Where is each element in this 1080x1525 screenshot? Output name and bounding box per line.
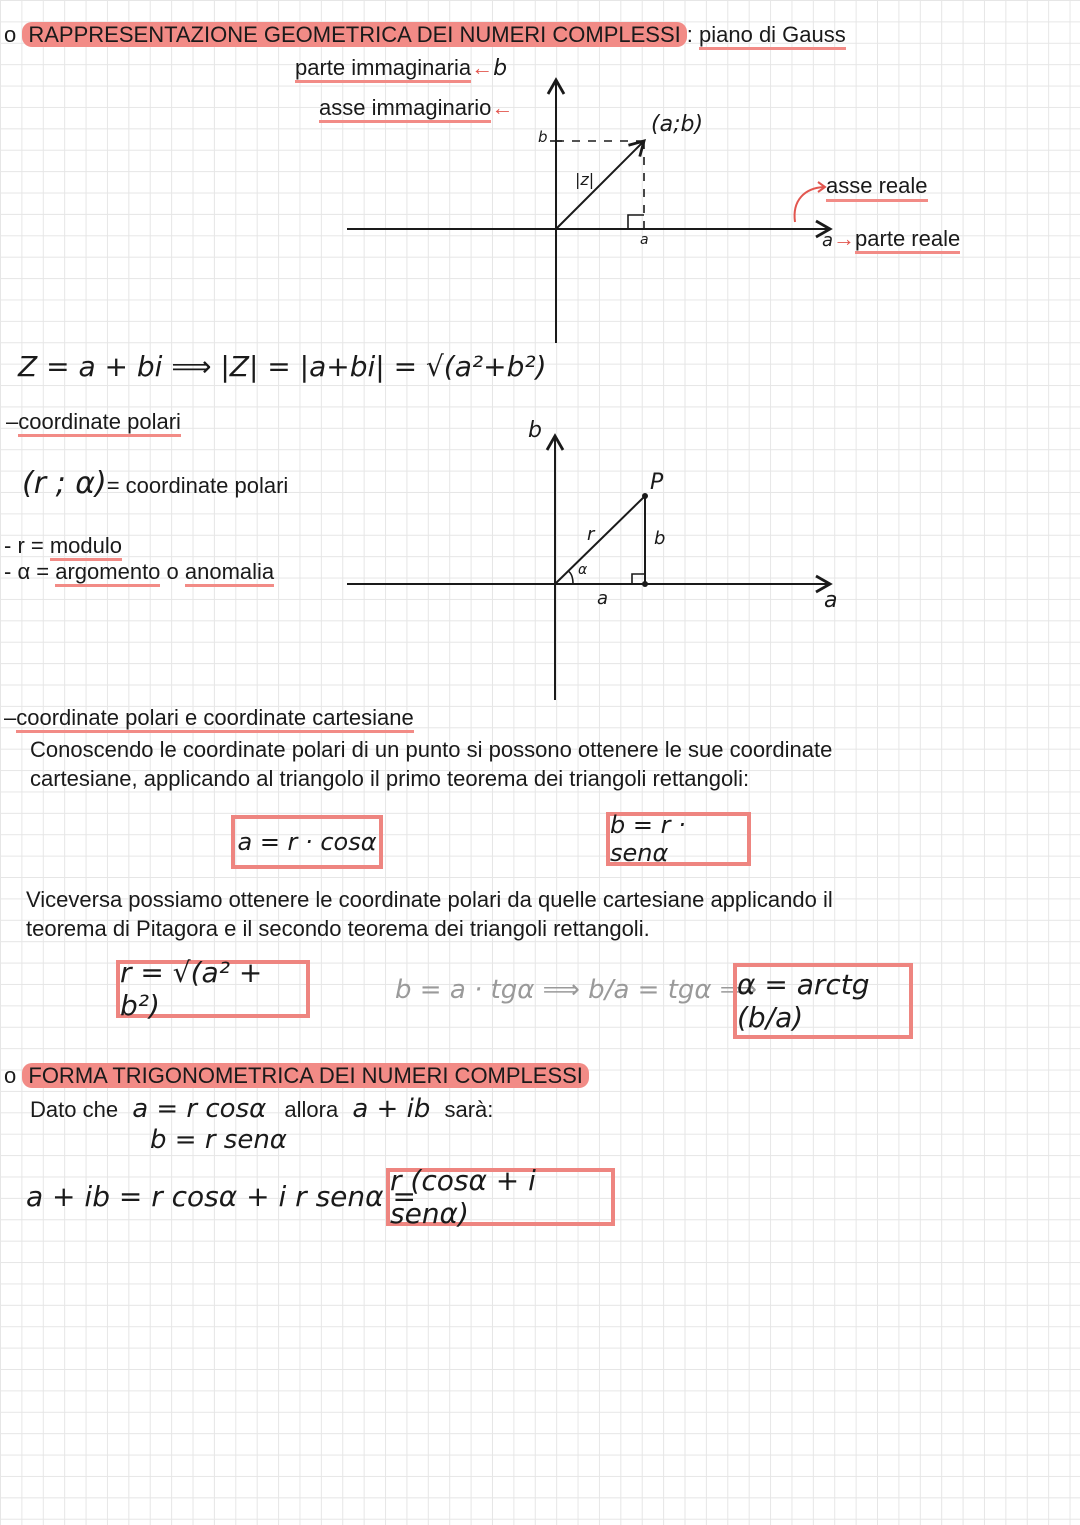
gauss-modulus-label: |z|	[575, 170, 595, 189]
section1-title: RAPPRESENTAZIONE GEOMETRICA DEI NUMERI COMPLESSI	[22, 22, 686, 47]
section1-subtitle: piano di Gauss	[699, 22, 846, 50]
eq2: b = r senα	[150, 1125, 287, 1155]
pc-para2-line1: Viceversa possiamo ottenere le coordinate polari da quelle cartesiane applicando il	[26, 887, 833, 912]
arrow-left-icon: ←	[471, 55, 494, 80]
polar-a-axis: a	[824, 588, 838, 613]
pc-heading: coordinate polari e coordinate cartesiane	[16, 705, 413, 733]
alpha-term1: argomento	[55, 559, 160, 587]
dato-che: Dato che	[30, 1097, 119, 1122]
polar-heading-row: –coordinate polari	[6, 409, 181, 435]
formula-r: r = √(a² + b²)	[120, 956, 263, 1022]
polar-a-label: a	[597, 588, 609, 609]
gauss-right-angle	[628, 215, 644, 229]
alpha-line-prefix: - α =	[4, 559, 56, 584]
bullet: o	[4, 22, 17, 47]
r-line-term: modulo	[50, 533, 122, 561]
real-part-label: parte reale	[855, 226, 960, 254]
formula-alpha: α = arctg (b/a)	[737, 968, 870, 1034]
allora: allora	[284, 1097, 339, 1122]
alpha-term2: anomalia	[185, 559, 274, 587]
real-part-var: a	[822, 230, 834, 251]
polar-heading: coordinate polari	[18, 409, 181, 437]
real-axis-label: asse reale	[826, 173, 928, 202]
polar-b-axis: b	[528, 418, 542, 443]
eq1: a = r cosα	[132, 1094, 267, 1124]
pc-heading-row: –coordinate polari e coordinate cartesiane	[4, 705, 414, 731]
r-line-prefix: - r =	[4, 533, 50, 558]
gauss-b-tick: b	[538, 128, 548, 146]
polar-angle-arc	[568, 571, 573, 584]
polar-pair-formula: (r ; α)	[22, 466, 107, 501]
imag-part-var: b	[493, 56, 508, 81]
polar-b-label: b	[654, 528, 666, 549]
arrow-left-icon: ←	[491, 95, 514, 120]
formula-a: a = r · cosα	[237, 828, 377, 856]
derivation: b = a · tgα ⟹ b/a = tgα ⟹	[395, 975, 758, 1005]
sara: sarà:	[444, 1097, 494, 1122]
final-box-text: r (cosα + i senα)	[390, 1164, 536, 1230]
pc-para1-line1: Conoscendo le coordinate polari di un punto si possono ottenere le sue coordinate	[30, 737, 833, 762]
polar-alpha-label: α	[578, 562, 588, 578]
final-lhs: a + ib = r cosα + i r senα =	[26, 1180, 416, 1213]
arrow-right-icon: →	[833, 226, 856, 251]
bullet: o	[4, 1063, 17, 1088]
alpha-mid: o	[160, 559, 185, 584]
imag-part-label: parte immaginaria	[295, 55, 471, 83]
gauss-point-label: (a;b)	[651, 112, 704, 137]
modulus-formula: Z = a + bi ⟹ |Z| = |a+bi| = √(a²+b²)	[18, 350, 547, 383]
formula-b: b = r · senα	[610, 811, 686, 867]
polar-point: P	[650, 470, 664, 495]
gauss-a-tick: a	[640, 232, 649, 248]
pc-para2-line2: teorema di Pitagora e il secondo teorema dei triangoli rettangoli.	[26, 916, 650, 941]
imag-axis-label: asse immaginario	[319, 95, 491, 123]
pc-para1-line2: cartesiane, applicando al triangolo il primo teorema dei triangoli rettangoli:	[30, 766, 750, 791]
polar-r-label: r	[587, 524, 595, 545]
expr: a + ib	[352, 1094, 431, 1124]
polar-pair-desc: = coordinate polari	[106, 473, 289, 498]
real-axis-arrow-icon	[795, 187, 824, 222]
section2-title: FORMA TRIGONOMETRICA DEI NUMERI COMPLESSI	[22, 1063, 589, 1088]
colon: :	[686, 22, 693, 47]
